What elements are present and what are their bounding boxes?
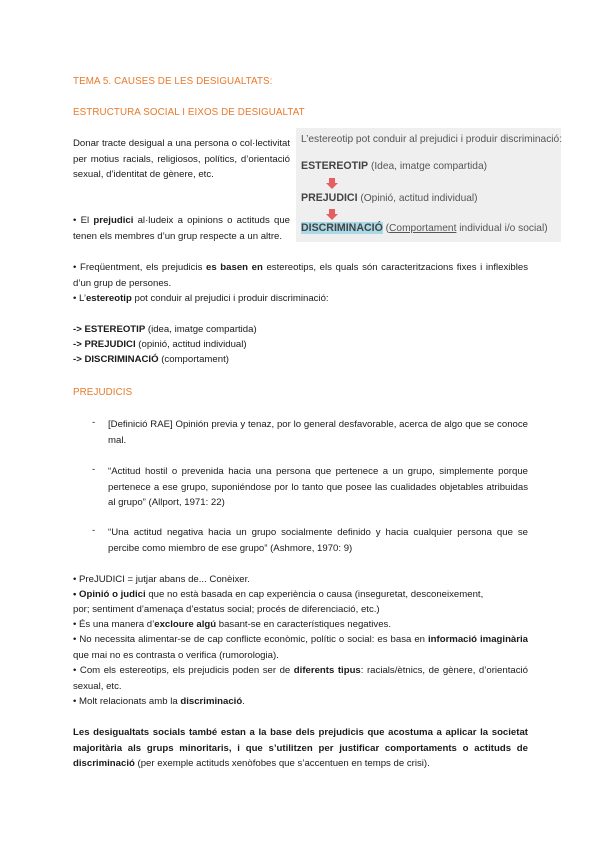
list-dash: - [92, 417, 96, 428]
bullet-informacio-imaginaria: • No necessita alimentar-se de cap conflicte econòmic, polític o social: es basa en informació imaginària que mai no es contrasta o verifica (rumorologia). [73, 634, 528, 661]
bullet-opinio-judici: • Opinió o judici que no està basada en cap experiència o causa (inseguretat, desconeixement, [73, 589, 484, 600]
definition-ashmore: “Una actitud negativa hacia un grupo socialmente definido y hacia cualquier persona que se percibe como miembro de ese grupo” (Ashmore, 1970: 9) [108, 527, 528, 554]
figure-row-prejudici: PREJUDICI (Opinió, actitud individual) [301, 192, 478, 204]
arrow-line-discriminacio: -> DISCRIMINACIÓ (comportament) [73, 354, 229, 365]
figure-row-estereotip: ESTEREOTIP (Idea, imatge compartida) [301, 160, 488, 172]
list-dash: - [92, 525, 96, 536]
arrow-line-prejudici: -> PREJUDICI (opinió, actitud individual) [73, 339, 247, 350]
bullet-discriminacio: • Molt relacionats amb la discriminació. [73, 696, 245, 707]
closing-paragraph: Les desigualtats socials també estan a la base dels prejudicis que acostuma a aplicar la societat majoritària als grups minoritaris, i que s’utilitzen per justificar comportaments o actituds de discriminació (per exemple actituds xenòfobes que s’accentuen en temps de crisi). [73, 727, 528, 770]
definition-rae: [Definició RAE] Opinión previa y tenaz, por lo general desfavorable, acerca de algo que se conoce mal. [108, 419, 528, 446]
arrow-line-estereotip: -> ESTEREOTIP (idea, imatge compartida) [73, 324, 257, 335]
bullet-prejudici: • El prejudici al·ludeix a opinions o actituds que tenen els membres d’un grup respecte a un altre. [73, 215, 290, 242]
bullet-opinio-continued: por; sentiment d’amenaça d’estatus social; procés de diferenciació, etc.) [73, 604, 380, 615]
intro-paragraph: Donar tracte desigual a una persona o col·lectivitat per motius racials, religiosos, polítics, d’orientació sexual, d’identitat de gènere, etc. [73, 138, 290, 181]
figure-row-discriminacio: DISCRIMINACIÓ (Comportament individual i/o social) [301, 222, 548, 234]
bullet-frequentment: • Freqüentment, els prejudicis es basen en estereotips, els quals són caracteritzacions fixes i inflexibles d’un grup de persones. [73, 262, 528, 289]
section-heading-prejudicis: PREJUDICIS [73, 387, 133, 398]
bullet-estereotip: • L’estereotip pot conduir al prejudici i produir discriminació: [73, 293, 329, 304]
figure-caption: L’estereotip pot conduir al prejudici i produir discriminació: [301, 134, 563, 145]
bullet-excloure: • És una manera d’excloure algú basant-se en característiques negatives. [73, 619, 392, 630]
definition-allport: “Actitud hostil o prevenida hacia una persona que pertenece a un grupo, simplemente porque pertenece a ese grupo, suponiéndose por lo tanto que posee las cualidades objetables atribuidas al grupo” (Allport, 1971: 22) [108, 466, 528, 509]
topic-title: TEMA 5. CAUSES DE LES DESIGUALTATS: [73, 76, 273, 87]
section-heading-estructura: ESTRUCTURA SOCIAL I EIXOS DE DESIGUALTAT [73, 107, 305, 118]
stereotype-flow-figure [296, 128, 561, 242]
bullet-prejudici-jutjar: • PreJUDICI = jutjar abans de... Conèixer. [73, 574, 250, 585]
list-dash: - [92, 464, 96, 475]
bullet-diferents-tipus: • Com els estereotips, els prejudicis poden ser de diferents tipus: racials/ètnics, de gènere, d’orientació sexual, etc. [73, 665, 528, 692]
